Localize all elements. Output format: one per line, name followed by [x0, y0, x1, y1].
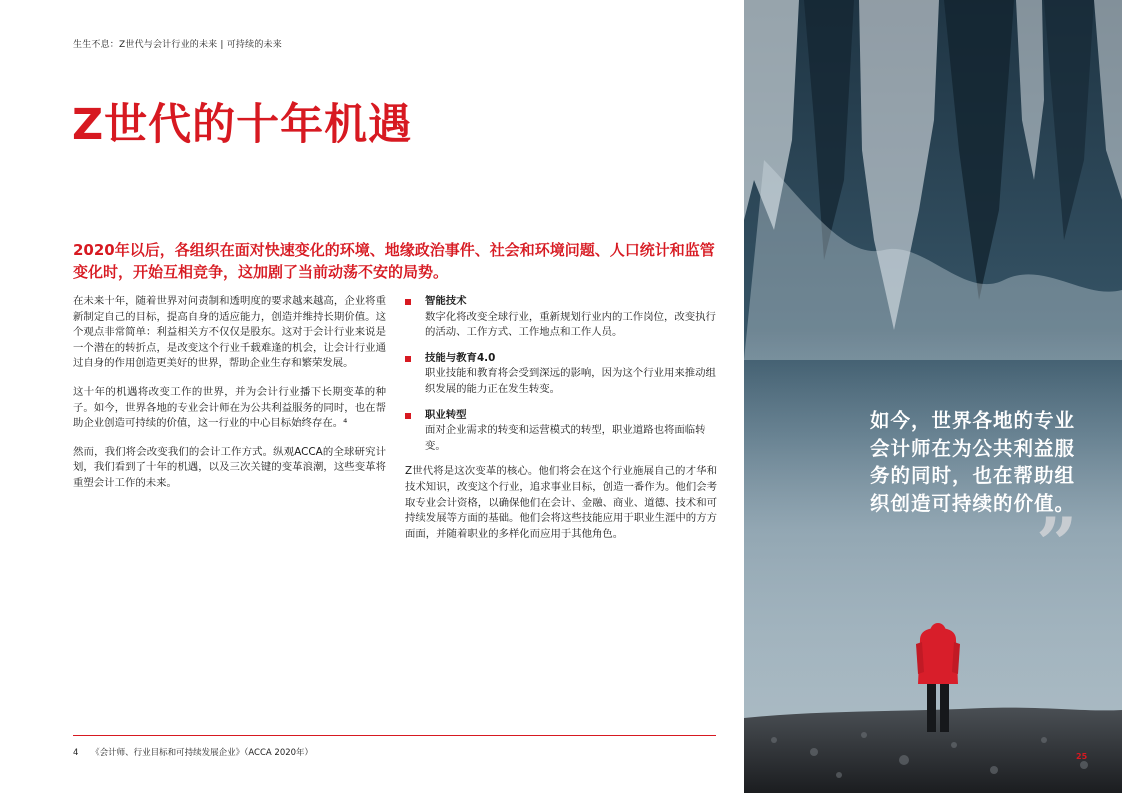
list-item	[405, 351, 717, 398]
bullet-heading: 职业转型	[425, 408, 467, 421]
bullet-text: 职业技能和教育将会受到深远的影响，因为这个行业用来推动组织发展的能力正在发生转变。	[425, 367, 716, 396]
body-paragraph: 这十年的机遇将改变工作的世界，并为会计行业播下长期变革的种子。如今，世界各地的专业会计师在为公共利益服务的同时，也在帮助企业创造可持续的价值，这一行业的中心目标始终存在。⁴	[73, 386, 386, 430]
closing-quote-icon: ”	[1036, 501, 1078, 586]
bullet-square-icon	[405, 299, 411, 305]
bullet-text: 面对企业需求的转变和运营模式的转型，职业道路也将面临转变。	[425, 424, 706, 452]
list-item	[405, 294, 717, 341]
bullet-heading: 智能技术	[425, 295, 467, 307]
bullet-text: 数字化将改变全球行业，重新规划行业内的工作岗位，改变执行的活动、工作方式、工作地点和工作人员。	[425, 310, 716, 339]
list-item	[405, 408, 717, 455]
body-paragraph: 然而，我们将会改变我们的会计工作方式。纵观ACCA的全球研究计划，我们看到了十年的机遇，以及三次关键的变革浪潮，这些变革将重塑会计工作的未来。	[73, 445, 386, 490]
page-number: 25	[1076, 752, 1088, 761]
footer-divider	[73, 735, 716, 736]
left-column	[73, 294, 386, 505]
footer-citation: 《会计师、行业目标和可持续发展企业》（ACCA 2020年）	[91, 748, 314, 758]
page-title: Z世代的十年机遇	[72, 100, 413, 150]
footer	[73, 746, 313, 758]
pull-quote: 如今，世界各地的专业会计师在为公共利益服务的同时，也在帮助组织创造可持续的价值。	[870, 409, 1076, 516]
bullet-heading: 技能与教育4.0	[425, 351, 496, 364]
body-paragraph: Z世代将是这次变革的核心。他们将会在这个行业施展自己的才华和技术知识，改变这个行业，追求事业目标，创造一番作为。他们会考取专业会计资格，以确保他们在会计、金融、商业、道德、技术和可持续发展等方面的基础。他们会将这些技能应用于职业生涯中的方方面面，并随着职业的多样化而应用于其他角色。	[405, 465, 717, 540]
right-column	[405, 294, 717, 543]
page-number: 4	[73, 748, 79, 758]
waterfall-image	[744, 0, 1122, 793]
body-paragraph: 在未来十年，随着世界对问责制和透明度的要求越来越高，企业将重新制定自己的目标，提高自身的适应能力，创造并维持长期价值。这个观点非常简单：利益相关方不仅仅是股东。这对于会计行业来说是一个潜在的转折点，是改变这个行业千载难逢的机会，让会计行业通过自身的作用创造更美好的世界，帮助企业生存和繁荣发展。	[73, 295, 386, 370]
lead-paragraph: 2020年以后，各组织在面对快速变化的环境、地缘政治事件、社会和环境问题、人口统计和监管变化时，开始互相竞争，这加剧了当前动荡不安的局势。	[73, 241, 715, 281]
bullet-square-icon	[405, 356, 411, 362]
wave-list	[405, 294, 717, 454]
bullet-square-icon	[405, 413, 411, 419]
running-header: 生生不息：Z世代与会计行业的未来 | 可持续的未来	[73, 40, 282, 50]
waterfall-photo	[744, 0, 1122, 793]
